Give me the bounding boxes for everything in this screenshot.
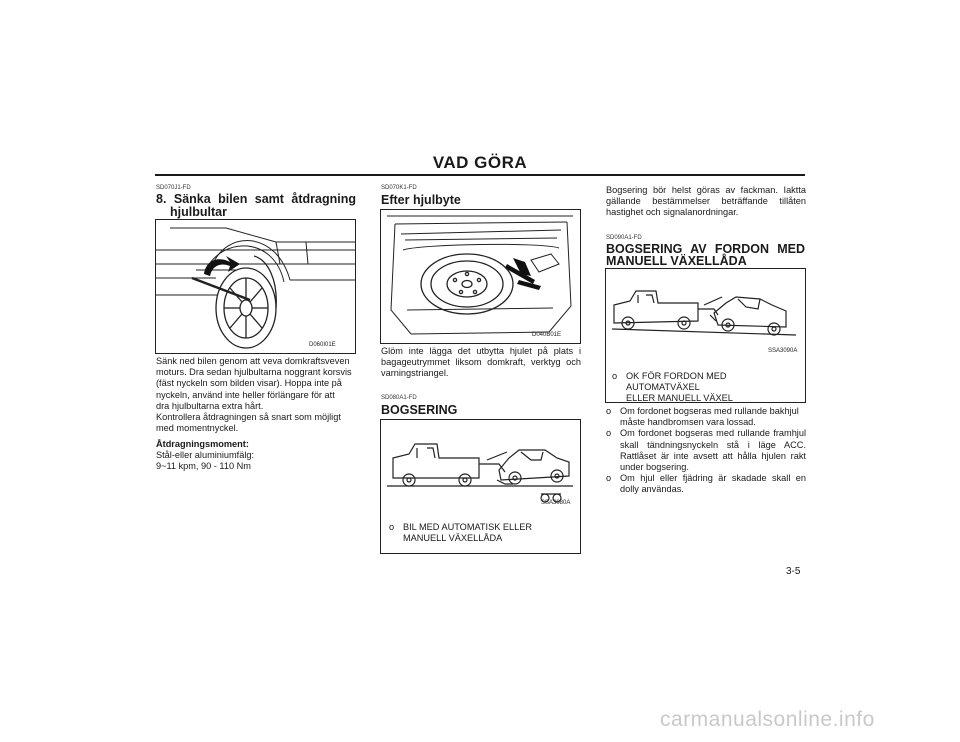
bullet-text bbox=[620, 428, 806, 473]
text-line: BIL MED AUTOMATISK ELLER bbox=[403, 522, 532, 532]
section-code: SD080A1-FD bbox=[381, 395, 417, 401]
section-heading-cont: MANUELL VÄXELLÅDA bbox=[606, 254, 747, 268]
figure-label: D060I01E bbox=[309, 342, 336, 348]
wheel-wrench-illustration bbox=[155, 219, 356, 354]
section-heading: BOGSERING bbox=[381, 403, 458, 417]
towing-bullet-list bbox=[606, 406, 806, 496]
section-code: SD070J1-FD bbox=[156, 185, 191, 191]
text-line: Kontrollera åtdragningen så snart som möjligt bbox=[156, 412, 341, 423]
text-line: måste handbromsen vara lossad. bbox=[620, 417, 756, 428]
text-line: Stål-eller aluminiumfälg: bbox=[156, 450, 255, 460]
section-heading: BOGSERING AV FORDON MED bbox=[606, 242, 805, 256]
section-code: SD090A1-FD bbox=[606, 235, 642, 241]
text-line: dolly användas. bbox=[620, 484, 684, 495]
page-number: 3-5 bbox=[786, 566, 801, 577]
bullet-mark: o bbox=[606, 406, 612, 416]
text-line: ELLER MANUELL VÄXEL bbox=[626, 393, 733, 403]
bullet-text bbox=[403, 522, 532, 544]
text-line: Om fordonet bogseras med rullande bakhjul bbox=[620, 406, 799, 416]
text-line: Bogsering bör helst göras av fackman. Iaktta bbox=[606, 185, 806, 195]
text-line: nyckeln, använd inte heller förlängare för att bbox=[156, 389, 335, 400]
section-heading: Efter hjulbyte bbox=[381, 193, 461, 207]
page-title: VAD GÖRA bbox=[432, 153, 528, 172]
figure-bullet bbox=[389, 522, 569, 544]
bullet-mark: o bbox=[389, 522, 395, 532]
section-heading-cont: hjulbultar bbox=[170, 205, 227, 219]
figure-bullet bbox=[612, 371, 802, 403]
bullet-text bbox=[620, 406, 806, 428]
towing-intro-text bbox=[606, 185, 806, 219]
section-heading: 8. Sänka bilen samt åtdragning bbox=[156, 192, 356, 206]
lowering-instructions bbox=[156, 356, 356, 434]
trunk-drawing bbox=[381, 210, 580, 343]
text-line: skall tändningsnyckeln stå i läge ACC. bbox=[620, 439, 806, 450]
text-line: OK FÖR FORDON MED AUTOMATVÄXEL bbox=[626, 371, 727, 393]
towing-automatic-illustration bbox=[380, 419, 581, 554]
figure-label: SSA3080A bbox=[541, 500, 571, 506]
list-item bbox=[606, 428, 806, 473]
section-code: SD070K1-FD bbox=[381, 185, 417, 191]
text-line: Rattlåset är inte avsett att hålla hjulen rakt bbox=[620, 450, 806, 461]
text-line: MANUELL VÄXELLÅDA bbox=[403, 533, 503, 544]
after-wheel-change-text bbox=[381, 346, 581, 380]
text-line: varningstriangel. bbox=[381, 368, 449, 379]
text-line: (fäst nyckeln som bilden visar). Hoppa inte på bbox=[156, 378, 342, 389]
list-item bbox=[606, 473, 806, 495]
text-line: Glöm inte lägga det utbytta hjulet på plats i bbox=[381, 346, 581, 356]
text-line: Om fordonet bogseras med rullande framhjul bbox=[620, 428, 806, 439]
trunk-spare-wheel-illustration bbox=[380, 209, 581, 344]
text-line: dra hjulbultarna extra hårt. bbox=[156, 400, 264, 411]
figure-label: SSA3090A bbox=[768, 348, 798, 354]
text-line: bagageutrymmet liksom domkraft, verktyg och bbox=[381, 357, 581, 368]
list-item bbox=[606, 406, 806, 428]
figure-label: D040B01E bbox=[532, 332, 562, 338]
text-line: 9~11 kpm, 90 - 110 Nm bbox=[156, 461, 251, 472]
torque-heading: Åtdragningsmoment: bbox=[156, 439, 249, 449]
text-line: med momentnyckel. bbox=[156, 423, 239, 434]
header-rule bbox=[155, 174, 805, 176]
watermark: carmanualsonline.info bbox=[660, 708, 875, 731]
text-line: gällande bestämmelser beträffande tillåten bbox=[606, 196, 806, 207]
text-line: Sänk ned bilen genom att veva domkraftsveven bbox=[156, 356, 350, 366]
bullet-text bbox=[626, 371, 802, 403]
bullet-mark: o bbox=[606, 428, 612, 439]
bullet-mark: o bbox=[612, 371, 618, 381]
text-line: under bogsering. bbox=[620, 462, 689, 473]
wheel-wrench-drawing bbox=[156, 220, 355, 353]
towing-manual-illustration bbox=[605, 268, 806, 403]
text-line: moturs. Dra sedan hjulbultarna noggrant korsvis bbox=[156, 367, 352, 378]
torque-specs bbox=[156, 450, 254, 472]
bullet-mark: o bbox=[606, 473, 612, 484]
text-line: hastighet och signalanordningar. bbox=[606, 207, 739, 218]
text-line: Om hjul eller fjädring är skadade skall en bbox=[620, 473, 806, 484]
bullet-text bbox=[620, 473, 806, 495]
